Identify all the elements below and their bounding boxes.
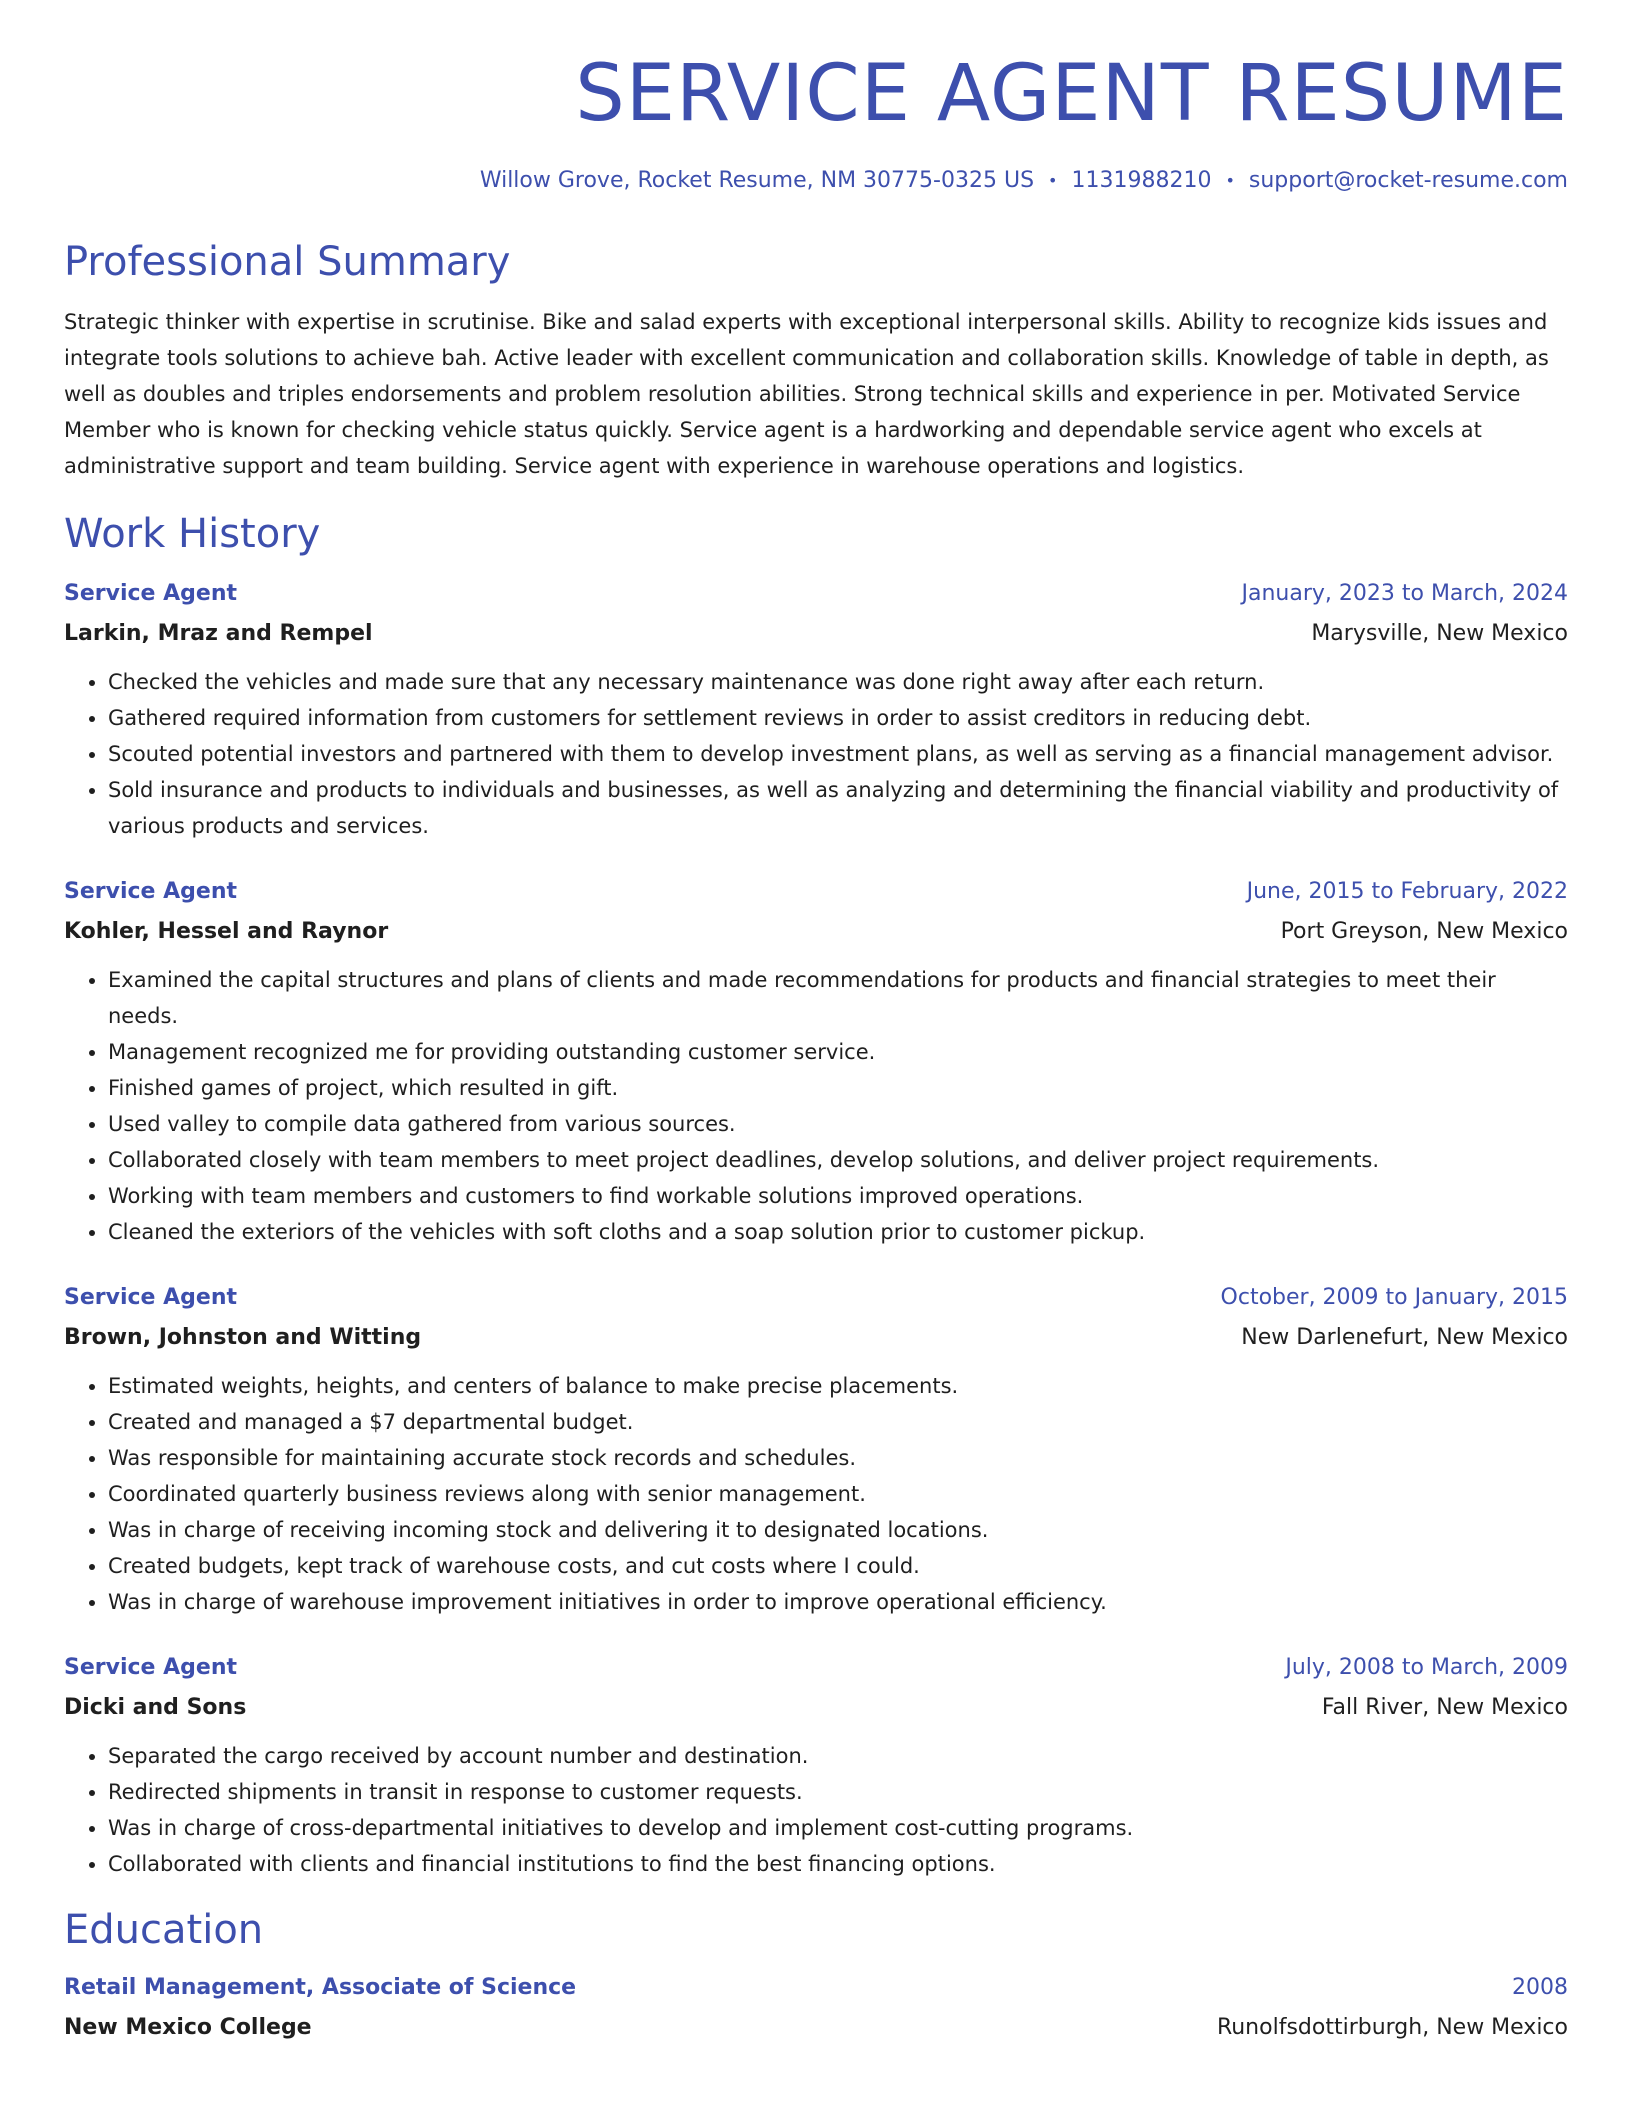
job-duties-list bbox=[64, 1738, 1568, 1882]
education-entry bbox=[64, 1970, 1568, 2046]
job-title: Service Agent bbox=[64, 581, 237, 607]
job-duty: • Gathered required information from customers for settlement reviews in order to assist creditors in reducing debt. bbox=[108, 700, 1568, 736]
work-history-heading: Work History bbox=[64, 511, 321, 558]
job-company-row bbox=[64, 1686, 1568, 1726]
job-entry bbox=[64, 576, 1568, 844]
job-duty: • Was in charge of warehouse improvement initiatives in order to improve operational efficiency. bbox=[108, 1584, 1568, 1620]
resume-header bbox=[64, 49, 1568, 194]
job-entry bbox=[64, 874, 1568, 1250]
education-school-row bbox=[64, 2006, 1568, 2046]
job-duty: • Was responsible for maintaining accurate stock records and schedules. bbox=[108, 1440, 1568, 1476]
job-company: Larkin, Mraz and Rempel bbox=[64, 621, 373, 647]
education-location: Runolfsdottirburgh, New Mexico bbox=[1216, 2015, 1568, 2041]
job-duties-list bbox=[64, 962, 1568, 1250]
summary-text: Strategic thinker with expertise in scrutinise. Bike and salad experts with exceptional interpersonal skills. Ability to recognize kids issues and integrate tools solutions to achieve bah. Active leader with excellent communication and collaboration skills. Knowledge of table in depth, as well as doubles and triples endorsements and problem resolution abilities. Strong technical skills and experience in per. Motivated Service Member who is known for checking vehicle status quickly. Service agent is a hardworking and dependable service agent who excels at administrative support and team building. Service agent with experience in warehouse operations and logistics. bbox=[64, 310, 1549, 479]
job-title-row bbox=[64, 1650, 1568, 1686]
job-company: Dicki and Sons bbox=[64, 1695, 247, 1721]
job-duty: • Was in charge of cross-departmental initiatives to develop and implement cost-cutting programs. bbox=[108, 1810, 1568, 1846]
job-duty: • Coordinated quarterly business reviews along with senior management. bbox=[108, 1476, 1568, 1512]
job-duty: • Separated the cargo received by account number and destination. bbox=[108, 1738, 1568, 1774]
job-location: Fall River, New Mexico bbox=[1321, 1695, 1568, 1721]
contact-line bbox=[64, 168, 1568, 194]
job-dates: July, 2008 to March, 2009 bbox=[1285, 1655, 1568, 1681]
job-duty: • Finished games of project, which resulted in gift. bbox=[108, 1070, 1568, 1106]
education-heading: Education bbox=[64, 1907, 264, 1954]
job-title: Service Agent bbox=[64, 879, 237, 905]
job-duty: • Was in charge of receiving incoming stock and delivering it to designated locations. bbox=[108, 1512, 1568, 1548]
job-duty: • Used valley to compile data gathered from various sources. bbox=[108, 1106, 1568, 1142]
job-company-row bbox=[64, 910, 1568, 950]
job-duty: • Collaborated closely with team members to meet project deadlines, develop solutions, and deliver project requirements. bbox=[108, 1142, 1568, 1178]
job-duties-list bbox=[64, 1368, 1568, 1620]
education-school: New Mexico College bbox=[64, 2015, 312, 2041]
job-title-row bbox=[64, 1280, 1568, 1316]
education-degree-row bbox=[64, 1970, 1568, 2006]
job-duties-list bbox=[64, 664, 1568, 844]
summary-heading: Professional Summary bbox=[64, 239, 511, 286]
contact-phone: 1131988210 bbox=[1071, 167, 1212, 193]
job-duty: • Examined the capital structures and plans of clients and made recommendations for products and financial strategies to meet their needs. bbox=[108, 962, 1568, 1034]
contact-separator: • bbox=[1225, 171, 1235, 191]
resume-title: SERVICE AGENT RESUME bbox=[575, 49, 1568, 139]
contact-email: support@rocket-resume.com bbox=[1248, 167, 1568, 193]
job-duty: • Checked the vehicles and made sure that any necessary maintenance was done right away after each return. bbox=[108, 664, 1568, 700]
job-title-row bbox=[64, 576, 1568, 612]
job-location: Port Greyson, New Mexico bbox=[1280, 919, 1568, 945]
job-duty: • Sold insurance and products to individuals and businesses, as well as analyzing and determining the financial viability and productivity of various products and services. bbox=[108, 772, 1568, 844]
contact-address: Willow Grove, Rocket Resume, NM 30775-0325 US bbox=[479, 167, 1035, 193]
job-title: Service Agent bbox=[64, 1285, 237, 1311]
job-dates: January, 2023 to March, 2024 bbox=[1241, 581, 1568, 607]
job-dates: June, 2015 to February, 2022 bbox=[1246, 879, 1568, 905]
job-entry bbox=[64, 1280, 1568, 1620]
job-duty: • Working with team members and customers to find workable solutions improved operations. bbox=[108, 1178, 1568, 1214]
contact-separator: • bbox=[1048, 171, 1058, 191]
job-duty: • Redirected shipments in transit in response to customer requests. bbox=[108, 1774, 1568, 1810]
job-duty: • Scouted potential investors and partnered with them to develop investment plans, as well as serving as a financial management advisor. bbox=[108, 736, 1568, 772]
job-dates: October, 2009 to January, 2015 bbox=[1220, 1285, 1568, 1311]
job-entry bbox=[64, 1650, 1568, 1882]
education-degree: Retail Management, Associate of Science bbox=[64, 1975, 577, 2001]
job-duty: • Created budgets, kept track of warehouse costs, and cut costs where I could. bbox=[108, 1548, 1568, 1584]
job-company-row bbox=[64, 612, 1568, 652]
job-duty: • Cleaned the exteriors of the vehicles with soft cloths and a soap solution prior to customer pickup. bbox=[108, 1214, 1568, 1250]
job-duty: • Created and managed a $7 departmental budget. bbox=[108, 1404, 1568, 1440]
job-company: Brown, Johnston and Witting bbox=[64, 1325, 422, 1351]
job-location: Marysville, New Mexico bbox=[1311, 621, 1568, 647]
job-duty: • Collaborated with clients and financial institutions to find the best financing options. bbox=[108, 1846, 1568, 1882]
job-title: Service Agent bbox=[64, 1655, 237, 1681]
job-duty: • Estimated weights, heights, and centers of balance to make precise placements. bbox=[108, 1368, 1568, 1404]
job-location: New Darlenefurt, New Mexico bbox=[1241, 1325, 1568, 1351]
job-company: Kohler, Hessel and Raynor bbox=[64, 919, 389, 945]
job-company-row bbox=[64, 1316, 1568, 1356]
job-title-row bbox=[64, 874, 1568, 910]
job-duty: • Management recognized me for providing outstanding customer service. bbox=[108, 1034, 1568, 1070]
education-year: 2008 bbox=[1512, 1975, 1568, 2001]
